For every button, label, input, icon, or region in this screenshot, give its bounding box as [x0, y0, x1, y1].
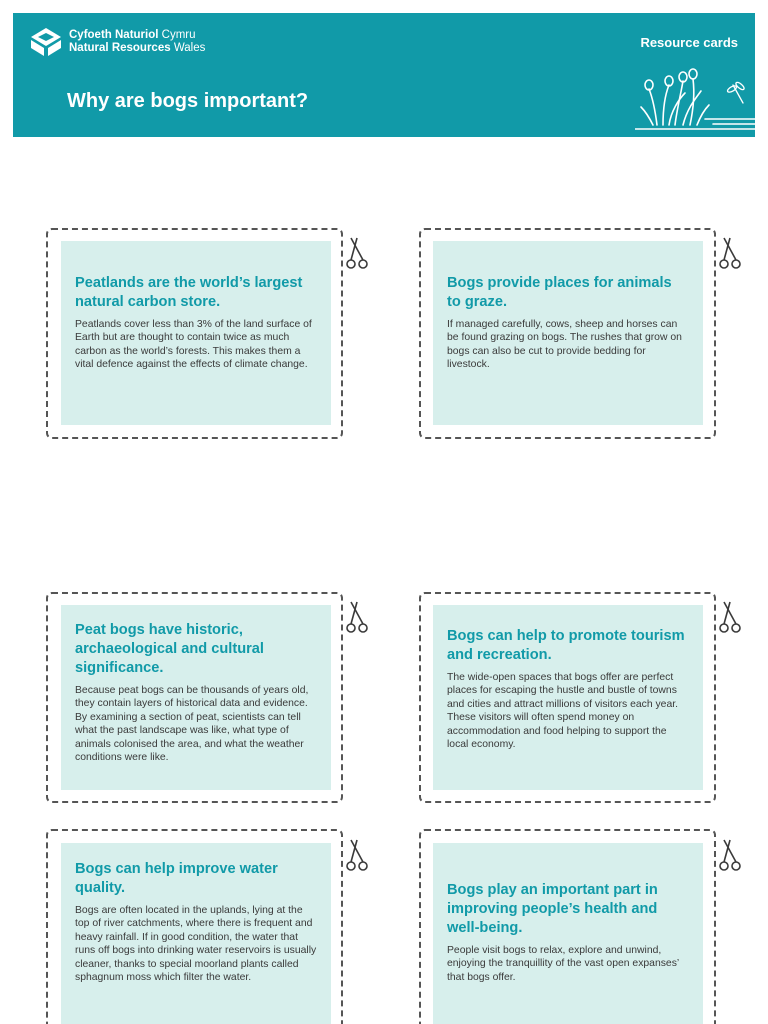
scissors-icon — [343, 600, 373, 634]
card-4 — [433, 605, 703, 790]
logo — [29, 26, 205, 58]
logo-line1-bold: Cyfoeth Naturiol — [69, 29, 159, 41]
card-5 — [61, 843, 331, 1024]
card-1 — [61, 241, 331, 425]
card-6-heading: Bogs play an important part in improving people’s health and well-being. — [447, 882, 658, 936]
logo-line2-light: Wales — [170, 42, 206, 54]
card-3-body: Because peat bogs can be thousands of years old, they contain layers of historical data and evidence. By examining a section of peat, scientists can tell what the past landscape was like, what type of animals colonised the area, and what the weather conditions were like. — [75, 685, 309, 764]
scissors-icon — [716, 236, 746, 270]
bog-plants-icon — [635, 59, 755, 137]
logo-line1-light: Cymru — [158, 29, 196, 41]
card-3 — [61, 605, 331, 790]
header-banner — [13, 13, 755, 137]
card-4-heading: Bogs can help to promote tourism and recreation. — [447, 628, 685, 663]
card-5-body: Bogs are often located in the uplands, lying at the top of river catchments, where there is frequent and heavy rainfall. If in good condition, the water that runs off bogs into drinking water reservoirs is usually cleaner, thanks to special moorland plants called sphagnum moss which filter the water. — [75, 905, 317, 984]
card-1-body: Peatlands cover less than 3% of the land surface of Earth but are thought to contain twice as much carbon as the world’s forests. This makes them a vital defence against the effects of climate change. — [75, 319, 312, 371]
nrw-logo-icon — [29, 26, 63, 58]
scissors-icon — [343, 236, 373, 270]
card-6-body: People visit bogs to relax, explore and unwind, enjoying the tranquillity of the vast open expanses’ that bogs offer. — [447, 945, 679, 983]
card-6 — [433, 843, 703, 1024]
card-2-body: If managed carefully, cows, sheep and horses can be found grazing on bogs. The rushes that grow on bogs can also be cut to provide bedding for livestock. — [447, 319, 682, 371]
resource-cards-label: Resource cards — [640, 35, 738, 50]
page-title: Why are bogs important? — [67, 90, 309, 112]
scissors-icon — [716, 600, 746, 634]
scissors-icon — [343, 838, 373, 872]
card-4-body: The wide-open spaces that bogs offer are perfect places for escaping the hustle and bustle of towns and cities and attract millions of visitors each year. These visitors will often spend money on accommodation and food helping to support the local economy. — [447, 672, 679, 751]
card-2-heading: Bogs provide places for animals to graze. — [447, 275, 672, 310]
card-2 — [433, 241, 703, 425]
scissors-icon — [716, 838, 746, 872]
logo-text — [69, 29, 205, 55]
card-5-heading: Bogs can help improve water quality. — [75, 861, 278, 896]
dragonfly-icon — [727, 81, 746, 103]
logo-line2-bold: Natural Resources — [69, 42, 171, 54]
card-1-heading: Peatlands are the world’s largest natural carbon store. — [75, 275, 303, 310]
card-3-heading: Peat bogs have historic, archaeological and cultural significance. — [75, 622, 264, 676]
